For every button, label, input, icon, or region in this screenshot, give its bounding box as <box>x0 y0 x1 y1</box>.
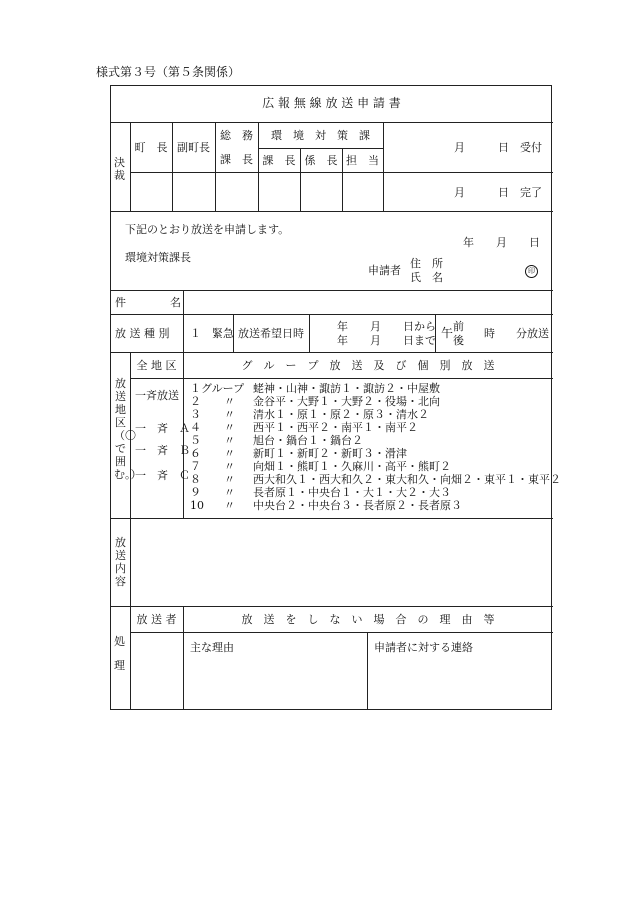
am-label: 前 <box>453 320 464 333</box>
processing-label: 処 理 <box>114 635 136 672</box>
main-reason-label: 主な理由 <box>190 641 234 654</box>
ditto-mark: 〃 <box>224 395 235 408</box>
simultaneous-b-label: 一 斉 Ｂ <box>135 444 190 457</box>
env-staff-label: 担 当 <box>346 154 379 167</box>
group-number: ２ <box>190 395 201 408</box>
group-districts: 向畑１・熊町１・久麻川・高平・熊町２ <box>253 460 451 473</box>
group-districts: 清水１・原１・原２・原３・清水２ <box>253 408 429 421</box>
name-label: 氏 名 <box>410 271 443 284</box>
ditto-mark: 〃 <box>224 421 235 434</box>
group-districts: 金谷平・大野１・大野２・役場・北向 <box>253 395 440 408</box>
application-statement: 下記のとおり放送を申請します。 <box>125 223 290 236</box>
section-chief-label: 課 長 <box>220 153 253 166</box>
env-section-label: 環 境 対 策 課 <box>271 129 370 142</box>
received-date: 月 日 受付 <box>454 141 542 154</box>
group-number: 10 <box>190 499 204 512</box>
approval-label: 決 裁 <box>114 156 125 182</box>
area-label: 放送地区（〇で囲む。） <box>114 377 142 481</box>
mayor-label: 町 長 <box>134 141 168 154</box>
group-districts: 西平１・西平２・南平１・南平２ <box>253 421 418 434</box>
subject-label: 件 名 <box>115 296 181 309</box>
group-number: ６ <box>190 447 201 460</box>
contact-label: 申請者に対する連絡 <box>374 641 473 654</box>
ditto-mark: 〃 <box>224 486 235 499</box>
minute-label: 分放送 <box>516 327 549 340</box>
application-date: 年 月 日 <box>463 236 540 249</box>
group-number: １グループ <box>190 382 245 395</box>
address-label: 住 所 <box>410 257 443 270</box>
date-from: 年 月 日から <box>337 320 436 333</box>
applicant-label: 申請者 <box>368 264 401 277</box>
ditto-mark: 〃 <box>224 460 235 473</box>
emergency-option: １ 緊急 <box>190 327 234 340</box>
group-districts: 西大和久１・西大和久２・東大和久・向畑２・東平１・東平２ <box>253 473 561 486</box>
pm-label: 後 <box>453 334 464 347</box>
ditto-mark: 〃 <box>224 499 235 512</box>
group-number: ４ <box>190 421 201 434</box>
form-title: 広 報 無 線 放 送 申 請 書 <box>262 96 401 110</box>
completed-date: 月 日 完了 <box>454 186 542 199</box>
desired-datetime-label: 放送希望日時 <box>238 327 304 340</box>
env-subchief-label: 係 長 <box>304 154 338 167</box>
ditto-mark: 〃 <box>224 408 235 421</box>
broadcast-type-label: 放 送 種 別 <box>115 327 170 340</box>
ditto-mark: 〃 <box>224 434 235 447</box>
general-affairs-label: 総 務 <box>220 129 253 142</box>
seal-mark: 印 <box>525 263 538 278</box>
ditto-mark: 〃 <box>224 473 235 486</box>
group-header: グ ル ー プ 放 送 及 び 個 別 放 送 <box>241 359 495 372</box>
env-chief-label: 課 長 <box>262 154 296 167</box>
content-label: 放送内容 <box>115 536 126 588</box>
deputy-mayor-label: 副町長 <box>177 141 210 154</box>
group-districts: 中央台２・中央台３・長者原２・長者原３ <box>253 499 462 512</box>
ditto-mark: 〃 <box>224 447 235 460</box>
date-to: 年 月 日まで <box>337 334 436 347</box>
group-districts: 新町１・新町２・新町３・滑津 <box>253 447 407 460</box>
simultaneous-label: 一斉放送 <box>135 389 179 402</box>
reason-header: 放 送 を し な い 場 合 の 理 由 等 <box>241 613 495 626</box>
group-number: ７ <box>190 460 201 473</box>
group-number: ８ <box>190 473 201 486</box>
all-area-label: 全 地 区 <box>136 359 177 372</box>
group-districts: 長者原１・中央台１・大１・大２・大３ <box>253 486 451 499</box>
hour-label: 時 <box>484 327 495 340</box>
addressee: 環境対策課長 <box>125 251 191 264</box>
simultaneous-c-label: 一 斉 Ｃ <box>135 469 190 482</box>
group-districts: 蛯神・山神・諏訪１・諏訪２・中屋敷 <box>253 382 440 395</box>
group-districts: 旭台・鍋台１・鍋台２ <box>253 434 363 447</box>
broadcaster-label: 放 送 者 <box>136 613 177 626</box>
form-number: 様式第３号（第５条関係） <box>96 65 241 79</box>
simultaneous-a-label: 一 斉 Ａ <box>135 422 190 435</box>
group-number: ９ <box>190 486 201 499</box>
ampm-prefix: 午 <box>441 326 454 340</box>
group-number: ５ <box>190 434 201 447</box>
group-number: ３ <box>190 408 201 421</box>
